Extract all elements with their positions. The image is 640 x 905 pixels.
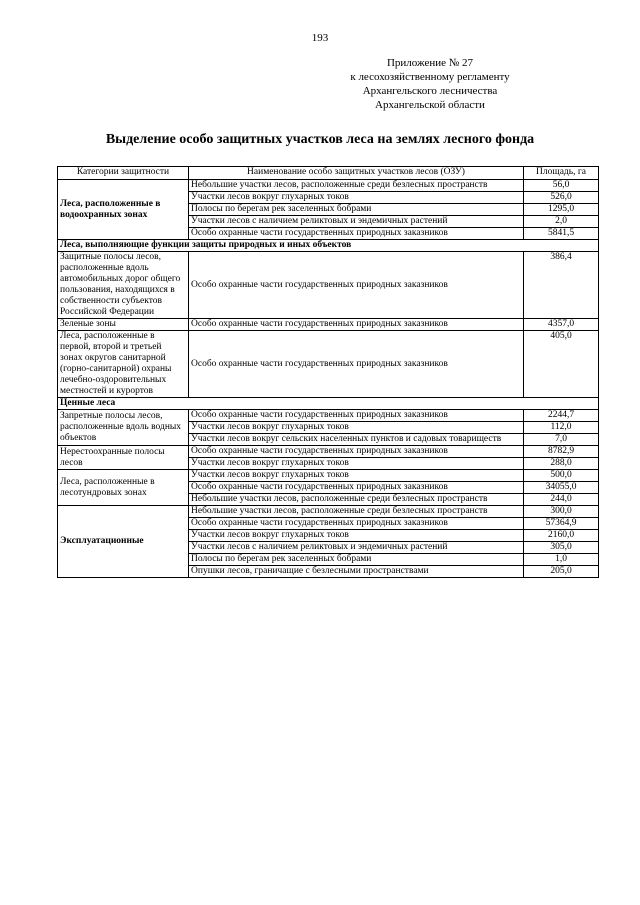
name-cell: Участки лесов вокруг глухарных токов [189, 530, 524, 542]
category-cell: Запретные полосы лесов, расположенные вдоль водных объектов [58, 410, 189, 446]
table-row [58, 506, 599, 518]
area-cell: 526,0 [524, 192, 599, 204]
table-row [58, 470, 599, 482]
name-cell: Небольшие участки лесов, расположенные среди безлесных пространств [189, 180, 524, 192]
area-cell: 8782,9 [524, 446, 599, 458]
section-row [58, 398, 599, 410]
area-cell: 7,0 [524, 434, 599, 446]
area-cell: 2,0 [524, 216, 599, 228]
name-cell: Особо охранные части государственных природных заказников [189, 252, 524, 319]
section-row [58, 240, 599, 252]
category-cell: Нерестоохранные полосы лесов [58, 446, 189, 470]
category-cell: Зеленые зоны [58, 319, 189, 331]
name-cell: Опушки лесов, граничащие с безлесными пространствами [189, 566, 524, 578]
category-cell: Леса, расположенные в лесотундровых зонах [58, 470, 189, 506]
area-cell: 2244,7 [524, 410, 599, 422]
table-row [58, 331, 599, 398]
appendix-region: Архангельской области [375, 99, 485, 111]
name-cell: Особо охранные части государственных природных заказников [189, 331, 524, 398]
area-cell: 4357,0 [524, 319, 599, 331]
appendix-header [320, 56, 540, 112]
table-row [58, 252, 599, 319]
name-cell: Особо охранные части государственных природных заказников [189, 319, 524, 331]
appendix-reference: к лесохозяйственному регламенту [350, 71, 510, 83]
category-cell: Защитные полосы лесов, расположенные вдоль автомобильных дорог общего пользования, находящихся в собственности субъектов Российской Федерации [58, 252, 189, 319]
area-cell: 205,0 [524, 566, 599, 578]
name-cell: Участки лесов вокруг глухарных токов [189, 192, 524, 204]
section-title: Ценные леса [58, 398, 599, 410]
table-row [58, 180, 599, 192]
header-category: Категории защитности [58, 167, 189, 180]
category-cell: Леса, расположенные в водоохранных зонах [58, 180, 189, 240]
name-cell: Участки лесов с наличием реликтовых и эндемичных растений [189, 542, 524, 554]
name-cell: Особо охранные части государственных природных заказников [189, 410, 524, 422]
area-cell: 57364,9 [524, 518, 599, 530]
name-cell: Небольшие участки лесов, расположенные среди безлесных пространств [189, 494, 524, 506]
document-title: Выделение особо защитных участков леса на землях лесного фонда [105, 132, 535, 147]
area-cell: 2160,0 [524, 530, 599, 542]
header-name: Наименование особо защитных участков лесов (ОЗУ) [189, 167, 524, 180]
section-title: Леса, выполняющие функции защиты природных и иных объектов [58, 240, 599, 252]
name-cell: Участки лесов вокруг глухарных токов [189, 422, 524, 434]
name-cell: Участки лесов вокруг глухарных токов [189, 470, 524, 482]
category-cell: Леса, расположенные в первой, второй и третьей зонах округов санитарной (горно-санитарной) охраны лечебно-оздоровительных местностей и курортов [58, 331, 189, 398]
area-cell: 5841,5 [524, 228, 599, 240]
area-cell: 500,0 [524, 470, 599, 482]
name-cell: Особо охранные части государственных природных заказников [189, 228, 524, 240]
name-cell: Участки лесов вокруг глухарных токов [189, 458, 524, 470]
table-row [58, 410, 599, 422]
table-row [58, 446, 599, 458]
area-cell: 300,0 [524, 506, 599, 518]
area-cell: 1295,0 [524, 204, 599, 216]
area-cell: 112,0 [524, 422, 599, 434]
area-cell: 288,0 [524, 458, 599, 470]
table-header-row [58, 167, 599, 180]
appendix-forestry: Архангельского лесничества [362, 85, 498, 97]
area-cell: 1,0 [524, 554, 599, 566]
name-cell: Участки лесов с наличием реликтовых и эндемичных растений [189, 216, 524, 228]
area-cell: 56,0 [524, 180, 599, 192]
page-number: 193 [311, 32, 329, 44]
name-cell: Полосы по берегам рек заселенных бобрами [189, 554, 524, 566]
header-area: Площадь, га [524, 167, 599, 180]
area-cell: 305,0 [524, 542, 599, 554]
area-cell: 244,0 [524, 494, 599, 506]
area-cell: 405,0 [524, 331, 599, 398]
category-cell: Эксплуатационные [58, 506, 189, 578]
name-cell: Участки лесов вокруг сельских населенных пунктов и садовых товариществ [189, 434, 524, 446]
area-cell: 386,4 [524, 252, 599, 319]
protected-areas-table [57, 166, 599, 578]
name-cell: Особо охранные части государственных природных заказников [189, 518, 524, 530]
name-cell: Полосы по берегам рек заселенных бобрами [189, 204, 524, 216]
table-row [58, 319, 599, 331]
name-cell: Особо охранные части государственных природных заказников [189, 446, 524, 458]
area-cell: 34055,0 [524, 482, 599, 494]
name-cell: Особо охранные части государственных природных заказников [189, 482, 524, 494]
appendix-number: Приложение № 27 [386, 57, 474, 69]
name-cell: Небольшие участки лесов, расположенные среди безлесных пространств [189, 506, 524, 518]
